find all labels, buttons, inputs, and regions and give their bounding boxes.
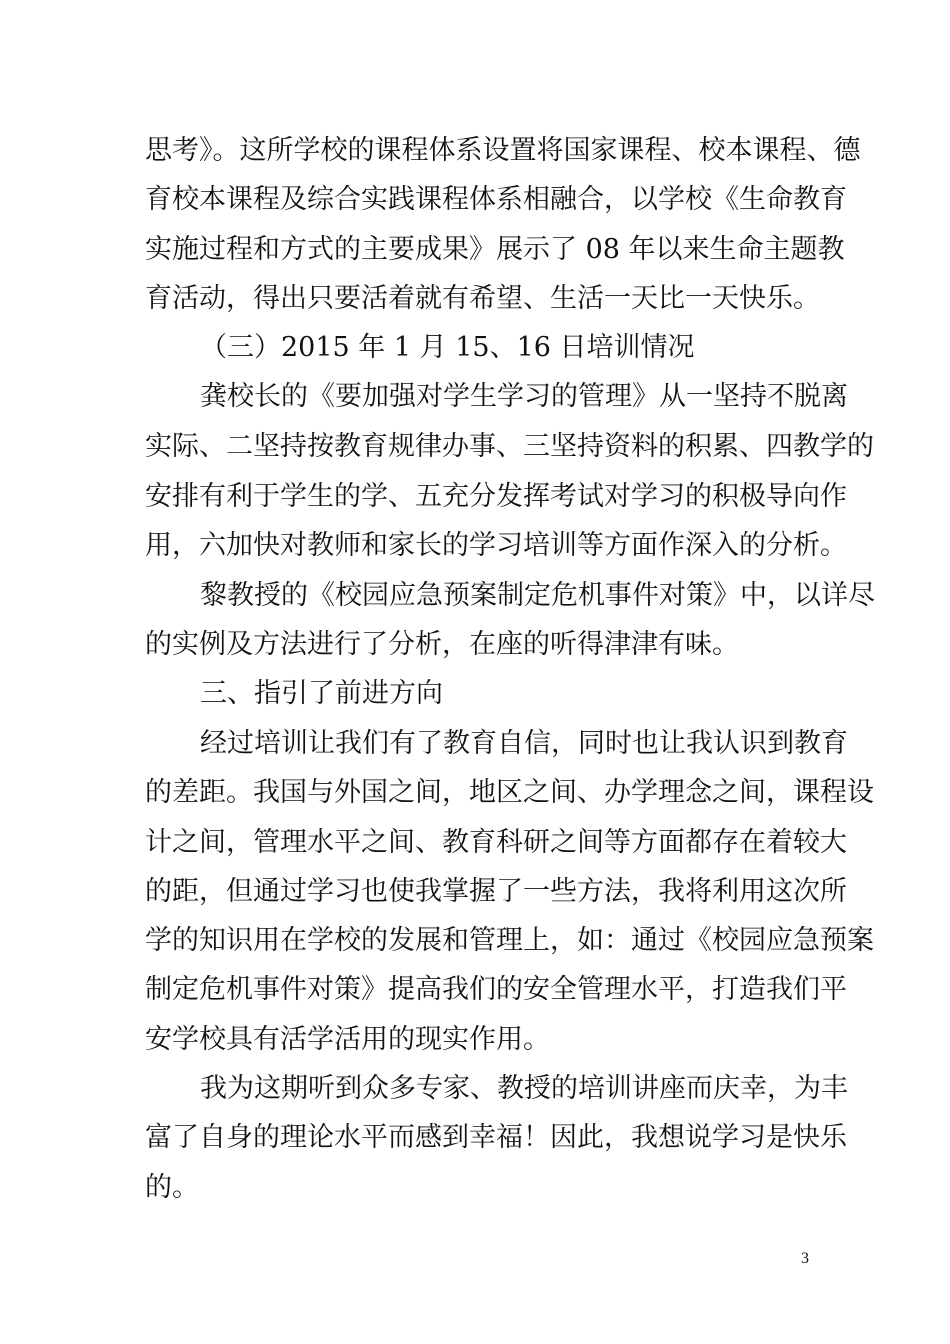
text-line: 思考》。这所学校的课程体系设置将国家课程、校本课程、德 <box>145 135 861 166</box>
text-line: 的实例及方法进行了分析，在座的听得津津有味。 <box>145 629 739 660</box>
text-line: 制定危机事件对策》提高我们的安全管理水平，打造我们平 <box>145 974 847 1005</box>
text-line: 学的知识用在学校的发展和管理上，如：通过《校园应急预案 <box>145 925 874 956</box>
text-line: 育校本课程及综合实践课程体系相融合，以学校《生命教育 <box>145 184 847 215</box>
text-line: 计之间，管理水平之间、教育科研之间等方面都存在着较大 <box>145 827 847 858</box>
text-line: 实施过程和方式的主要成果》展示了 08 年以来生命主题教 <box>145 234 845 265</box>
text-line: 实际、二坚持按教育规律办事、三坚持资料的积累、四教学的 <box>145 431 874 462</box>
section-heading: （三）2015 年 1 月 15、16 日培训情况 <box>200 332 695 363</box>
text-line: 的差距。我国与外国之间，地区之间、办学理念之间，课程设 <box>145 777 874 808</box>
text-line: 的。 <box>145 1172 199 1203</box>
paragraph-first-line: 经过培训让我们有了教育自信，同时也让我认识到教育 <box>200 728 848 759</box>
text-line: 富了自身的理论水平而感到幸福！因此，我想说学习是快乐 <box>145 1122 847 1153</box>
paragraph-first-line: 黎教授的《校园应急预案制定危机事件对策》中，以详尽 <box>200 580 875 611</box>
text-line: 安排有利于学生的学、五充分发挥考试对学习的积极导向作 <box>145 481 847 512</box>
section-heading: 三、指引了前进方向 <box>200 678 443 709</box>
page-number: 3 <box>801 1250 809 1267</box>
paragraph-first-line: 我为这期听到众多专家、教授的培训讲座而庆幸，为丰 <box>200 1073 848 1104</box>
text-line: 的距，但通过学习也使我掌握了一些方法，我将利用这次所 <box>145 876 847 907</box>
text-line: 育活动，得出只要活着就有希望、生活一天比一天快乐。 <box>145 283 820 314</box>
text-line: 用，六加快对教师和家长的学习培训等方面作深入的分析。 <box>145 530 847 561</box>
text-line: 安学校具有活学活用的现实作用。 <box>145 1024 550 1055</box>
paragraph-first-line: 龚校长的《要加强对学生学习的管理》从一坚持不脱离 <box>200 381 848 412</box>
